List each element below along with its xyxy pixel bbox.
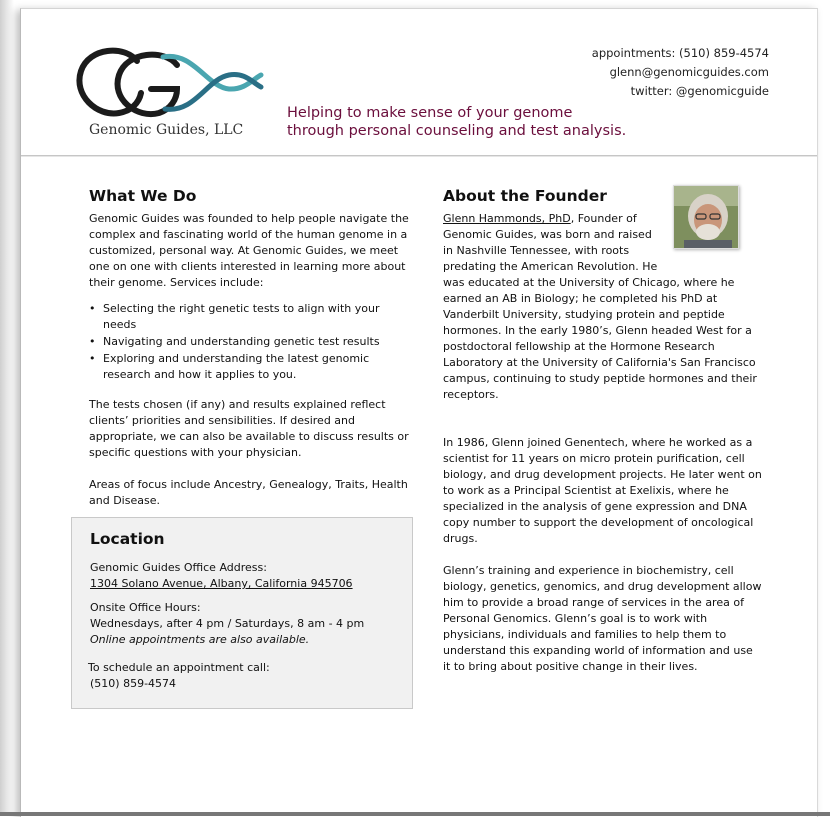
service-item: • Navigating and understanding genetic test results [103, 334, 409, 350]
schedule-phone: (510) 859-4574 [90, 677, 177, 690]
founder-name-link[interactable]: Glenn Hammonds, PhD [443, 212, 571, 225]
address-link[interactable]: 1304 Solano Avenue, Albany, California 945706 [90, 577, 353, 590]
about-title: About the Founder [443, 187, 607, 205]
what-we-do-intro: Genomic Guides was founded to help people navigate the complex and fascinating world of the human genome in a customized, personal way. At Genomic Guides, we meet one on one with clients interested in learning more about their genome. Services include: [89, 212, 409, 289]
service-item: • Selecting the right genetic tests to align with your needs [103, 301, 409, 333]
founder-bio-text: , Founder of Genomic Guides, was born and raised in Nashville Tennessee, with roots predating the American Revolution. He was educated at the University of Chicago, where he earned an AB in Biology; he completed his PhD at Vanderbilt University, studying protein and peptide hormones. In the early 1980’s, Glenn headed West for a postdoctoral fellowship at the Hormone Research Laboratory at the University of California's San Francisco campus, continuing to study peptide hormones and their receptors. [443, 212, 757, 401]
location-title: Location [90, 530, 165, 548]
company-name: Genomic Guides, LLC [89, 122, 244, 138]
contact-info [592, 44, 769, 101]
schedule-label: To schedule an appointment call: [88, 661, 270, 674]
what-we-do-title: What We Do [89, 187, 197, 205]
twitter-link[interactable]: twitter: @genomicguide [630, 84, 769, 98]
page [20, 8, 818, 817]
founder-paragraph-3: Glenn’s training and experience in biochemistry, cell biology, genetics, genomics, and drug development allow him to provide a broad range of services in the area of Personal Genomics. Glenn’s goal is to work with physicians, individuals and families to help them to understand this expanding world of information and use it to bring about positive change in their lives. [443, 564, 762, 673]
tagline-line-2: through personal counseling and test analysis. [287, 123, 627, 139]
tagline [287, 104, 626, 140]
areas-paragraph: Areas of focus include Ancestry, Genealogy, Traits, Health and Disease. [89, 478, 408, 507]
what-we-do-section [89, 187, 409, 509]
about-founder-section [443, 187, 763, 691]
email-link[interactable]: glenn@genomicguides.com [609, 65, 769, 79]
service-item: • Exploring and understanding the latest genomic research and how it applies to you. [103, 351, 409, 383]
tests-paragraph: The tests chosen (if any) and results explained reflect clients’ priorities and sensibilities. If desired and appropriate, we can also be available to discuss results or specific questions with your physician. [89, 398, 409, 459]
appointments-phone: appointments: (510) 859-4574 [591, 46, 769, 60]
online-note: Online appointments are also available. [90, 633, 310, 646]
hours-text: Wednesdays, after 4 pm / Saturdays, 8 am - 4 pm [90, 617, 365, 630]
location-box [71, 517, 413, 709]
tagline-line-1: Helping to make sense of your genome [287, 105, 573, 121]
hours-label: Onsite Office Hours: [90, 601, 201, 614]
bottom-bar [0, 812, 830, 816]
site-header [21, 9, 817, 157]
genomic-guides-logo-icon[interactable] [67, 43, 267, 123]
header-divider [21, 155, 817, 157]
founder-paragraph-1 [443, 211, 763, 403]
address-label: Genomic Guides Office Address: [90, 561, 267, 574]
page-shadow [0, 0, 14, 816]
founder-paragraph-2: In 1986, Glenn joined Genentech, where he worked as a scientist for 11 years on micro protein purification, cell biology, and drug development projects. He later went on to work as a Principal Scientist at Exelixis, where he specialized in the analysis of gene expression and DNA copy number to support the development of oncological drugs. [443, 436, 762, 545]
services-list [89, 301, 409, 383]
